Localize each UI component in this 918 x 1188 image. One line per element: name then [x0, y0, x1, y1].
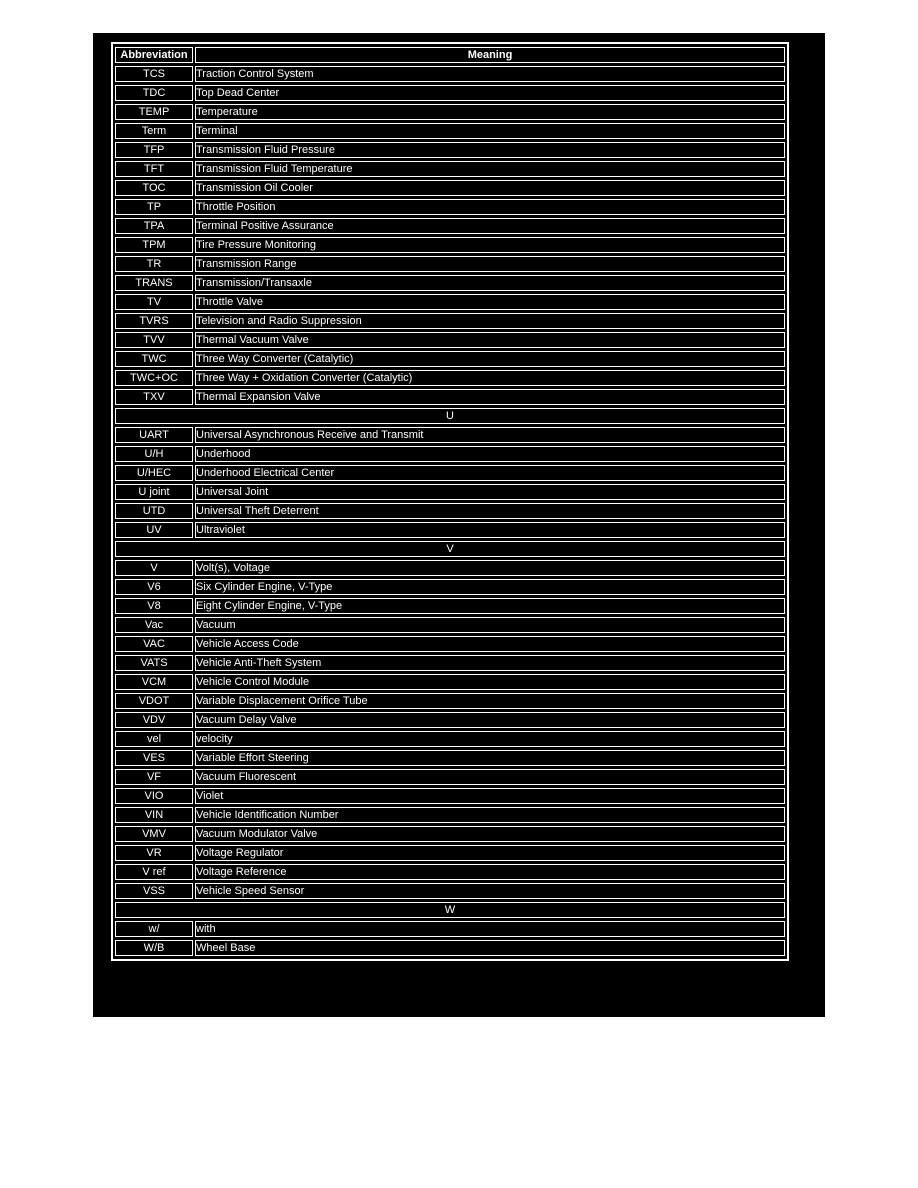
- meaning-cell: Vehicle Speed Sensor: [195, 883, 785, 899]
- content-area: [93, 33, 825, 1017]
- section-header-row: [115, 902, 785, 918]
- table-row: [115, 636, 785, 652]
- table-row: [115, 674, 785, 690]
- table-row: [115, 313, 785, 329]
- meaning-cell: Traction Control System: [195, 66, 785, 82]
- meaning-cell: Vehicle Control Module: [195, 674, 785, 690]
- table-row: [115, 104, 785, 120]
- abbreviation-table-frame: [111, 42, 789, 961]
- table-row: [115, 807, 785, 823]
- meaning-column-header: Meaning: [195, 47, 785, 63]
- meaning-cell: Vehicle Anti-Theft System: [195, 655, 785, 671]
- meaning-cell: Transmission Fluid Pressure: [195, 142, 785, 158]
- abbreviation-cell: TPA: [115, 218, 193, 234]
- meaning-cell: Eight Cylinder Engine, V-Type: [195, 598, 785, 614]
- table-row: [115, 389, 785, 405]
- table-row: [115, 294, 785, 310]
- meaning-cell: Vacuum Modulator Valve: [195, 826, 785, 842]
- meaning-cell: Three Way + Oxidation Converter (Catalytic): [195, 370, 785, 386]
- meaning-cell: velocity: [195, 731, 785, 747]
- abbreviation-cell: VMV: [115, 826, 193, 842]
- table-row: [115, 750, 785, 766]
- meaning-cell: Ultraviolet: [195, 522, 785, 538]
- abbreviation-cell: V ref: [115, 864, 193, 880]
- meaning-cell: Variable Displacement Orifice Tube: [195, 693, 785, 709]
- meaning-cell: Violet: [195, 788, 785, 804]
- section-header-row: [115, 541, 785, 557]
- abbreviation-cell: TDC: [115, 85, 193, 101]
- meaning-cell: Transmission Fluid Temperature: [195, 161, 785, 177]
- table-row: [115, 199, 785, 215]
- table-row: [115, 921, 785, 937]
- abbreviation-cell: VCM: [115, 674, 193, 690]
- table-row: [115, 617, 785, 633]
- meaning-cell: Vacuum Fluorescent: [195, 769, 785, 785]
- abbreviation-cell: UV: [115, 522, 193, 538]
- table-row: [115, 180, 785, 196]
- abbreviation-cell: VSS: [115, 883, 193, 899]
- abbreviation-cell: V8: [115, 598, 193, 614]
- meaning-cell: Underhood Electrical Center: [195, 465, 785, 481]
- meaning-cell: Vehicle Access Code: [195, 636, 785, 652]
- meaning-cell: Universal Joint: [195, 484, 785, 500]
- meaning-cell: Underhood: [195, 446, 785, 462]
- table-row: [115, 218, 785, 234]
- meaning-cell: Thermal Vacuum Valve: [195, 332, 785, 348]
- abbreviation-cell: TFP: [115, 142, 193, 158]
- meaning-cell: Terminal: [195, 123, 785, 139]
- table-row: [115, 598, 785, 614]
- abbreviation-cell: VR: [115, 845, 193, 861]
- table-row: [115, 85, 785, 101]
- table-row: [115, 142, 785, 158]
- abbreviation-cell: TFT: [115, 161, 193, 177]
- table-row: [115, 237, 785, 253]
- table-row: [115, 161, 785, 177]
- abbreviation-cell: TVRS: [115, 313, 193, 329]
- meaning-cell: Voltage Reference: [195, 864, 785, 880]
- table-row: [115, 826, 785, 842]
- abbreviation-cell: TV: [115, 294, 193, 310]
- abbreviation-cell: Vac: [115, 617, 193, 633]
- abbreviation-cell: TXV: [115, 389, 193, 405]
- table-row: [115, 256, 785, 272]
- abbreviation-cell: TP: [115, 199, 193, 215]
- abbreviation-cell: TVV: [115, 332, 193, 348]
- abbreviation-cell: VES: [115, 750, 193, 766]
- meaning-cell: Universal Asynchronous Receive and Transmit: [195, 427, 785, 443]
- abbreviation-cell: TR: [115, 256, 193, 272]
- abbreviation-cell: vel: [115, 731, 193, 747]
- meaning-cell: Vehicle Identification Number: [195, 807, 785, 823]
- meaning-cell: Tire Pressure Monitoring: [195, 237, 785, 253]
- abbreviation-cell: U joint: [115, 484, 193, 500]
- meaning-cell: Throttle Position: [195, 199, 785, 215]
- abbreviation-cell: U/H: [115, 446, 193, 462]
- meaning-cell: Vacuum: [195, 617, 785, 633]
- meaning-cell: Wheel Base: [195, 940, 785, 956]
- meaning-cell: Universal Theft Deterrent: [195, 503, 785, 519]
- table-row: [115, 123, 785, 139]
- table-row: [115, 484, 785, 500]
- table-row: [115, 864, 785, 880]
- abbreviation-cell: V: [115, 560, 193, 576]
- abbreviation-cell: VDOT: [115, 693, 193, 709]
- meaning-cell: Terminal Positive Assurance: [195, 218, 785, 234]
- meaning-cell: Vacuum Delay Valve: [195, 712, 785, 728]
- meaning-cell: Variable Effort Steering: [195, 750, 785, 766]
- table-row: [115, 522, 785, 538]
- table-row: [115, 693, 785, 709]
- abbreviation-cell: VDV: [115, 712, 193, 728]
- table-row: [115, 503, 785, 519]
- meaning-cell: Volt(s), Voltage: [195, 560, 785, 576]
- meaning-cell: Three Way Converter (Catalytic): [195, 351, 785, 367]
- abbreviation-cell: UART: [115, 427, 193, 443]
- meaning-cell: with: [195, 921, 785, 937]
- abbreviation-cell: Term: [115, 123, 193, 139]
- abbreviation-cell: TCS: [115, 66, 193, 82]
- table-row: [115, 769, 785, 785]
- meaning-cell: Transmission/Transaxle: [195, 275, 785, 291]
- abbreviation-cell: TWC+OC: [115, 370, 193, 386]
- abbreviation-cell: UTD: [115, 503, 193, 519]
- abbreviation-cell: VIO: [115, 788, 193, 804]
- section-header-cell: V: [115, 541, 785, 557]
- table-header-row: [115, 47, 785, 63]
- table-row: [115, 883, 785, 899]
- table-row: [115, 579, 785, 595]
- table-row: [115, 465, 785, 481]
- section-header-cell: U: [115, 408, 785, 424]
- table-row: [115, 446, 785, 462]
- table-row: [115, 940, 785, 956]
- table-row: [115, 332, 785, 348]
- abbreviation-cell: W/B: [115, 940, 193, 956]
- table-row: [115, 788, 785, 804]
- abbreviation-cell: TEMP: [115, 104, 193, 120]
- abbreviation-table: [113, 44, 787, 959]
- meaning-cell: Six Cylinder Engine, V-Type: [195, 579, 785, 595]
- section-header-cell: W: [115, 902, 785, 918]
- abbreviation-cell: VATS: [115, 655, 193, 671]
- abbreviation-cell: U/HEC: [115, 465, 193, 481]
- table-row: [115, 655, 785, 671]
- table-row: [115, 351, 785, 367]
- table-row: [115, 275, 785, 291]
- table-row: [115, 712, 785, 728]
- abbreviation-cell: TWC: [115, 351, 193, 367]
- meaning-cell: Thermal Expansion Valve: [195, 389, 785, 405]
- meaning-cell: Temperature: [195, 104, 785, 120]
- table-row: [115, 731, 785, 747]
- meaning-cell: Television and Radio Suppression: [195, 313, 785, 329]
- abbreviation-cell: V6: [115, 579, 193, 595]
- table-row: [115, 427, 785, 443]
- abbreviation-cell: w/: [115, 921, 193, 937]
- abbreviation-column-header: Abbreviation: [115, 47, 193, 63]
- abbreviation-cell: TRANS: [115, 275, 193, 291]
- abbreviation-cell: TOC: [115, 180, 193, 196]
- meaning-cell: Throttle Valve: [195, 294, 785, 310]
- table-row: [115, 370, 785, 386]
- table-row: [115, 66, 785, 82]
- meaning-cell: Top Dead Center: [195, 85, 785, 101]
- section-header-row: [115, 408, 785, 424]
- abbreviation-table-body: [115, 66, 785, 956]
- meaning-cell: Transmission Range: [195, 256, 785, 272]
- abbreviation-cell: TPM: [115, 237, 193, 253]
- table-row: [115, 560, 785, 576]
- abbreviation-cell: VF: [115, 769, 193, 785]
- meaning-cell: Voltage Regulator: [195, 845, 785, 861]
- table-row: [115, 845, 785, 861]
- abbreviation-cell: VIN: [115, 807, 193, 823]
- meaning-cell: Transmission Oil Cooler: [195, 180, 785, 196]
- abbreviation-cell: VAC: [115, 636, 193, 652]
